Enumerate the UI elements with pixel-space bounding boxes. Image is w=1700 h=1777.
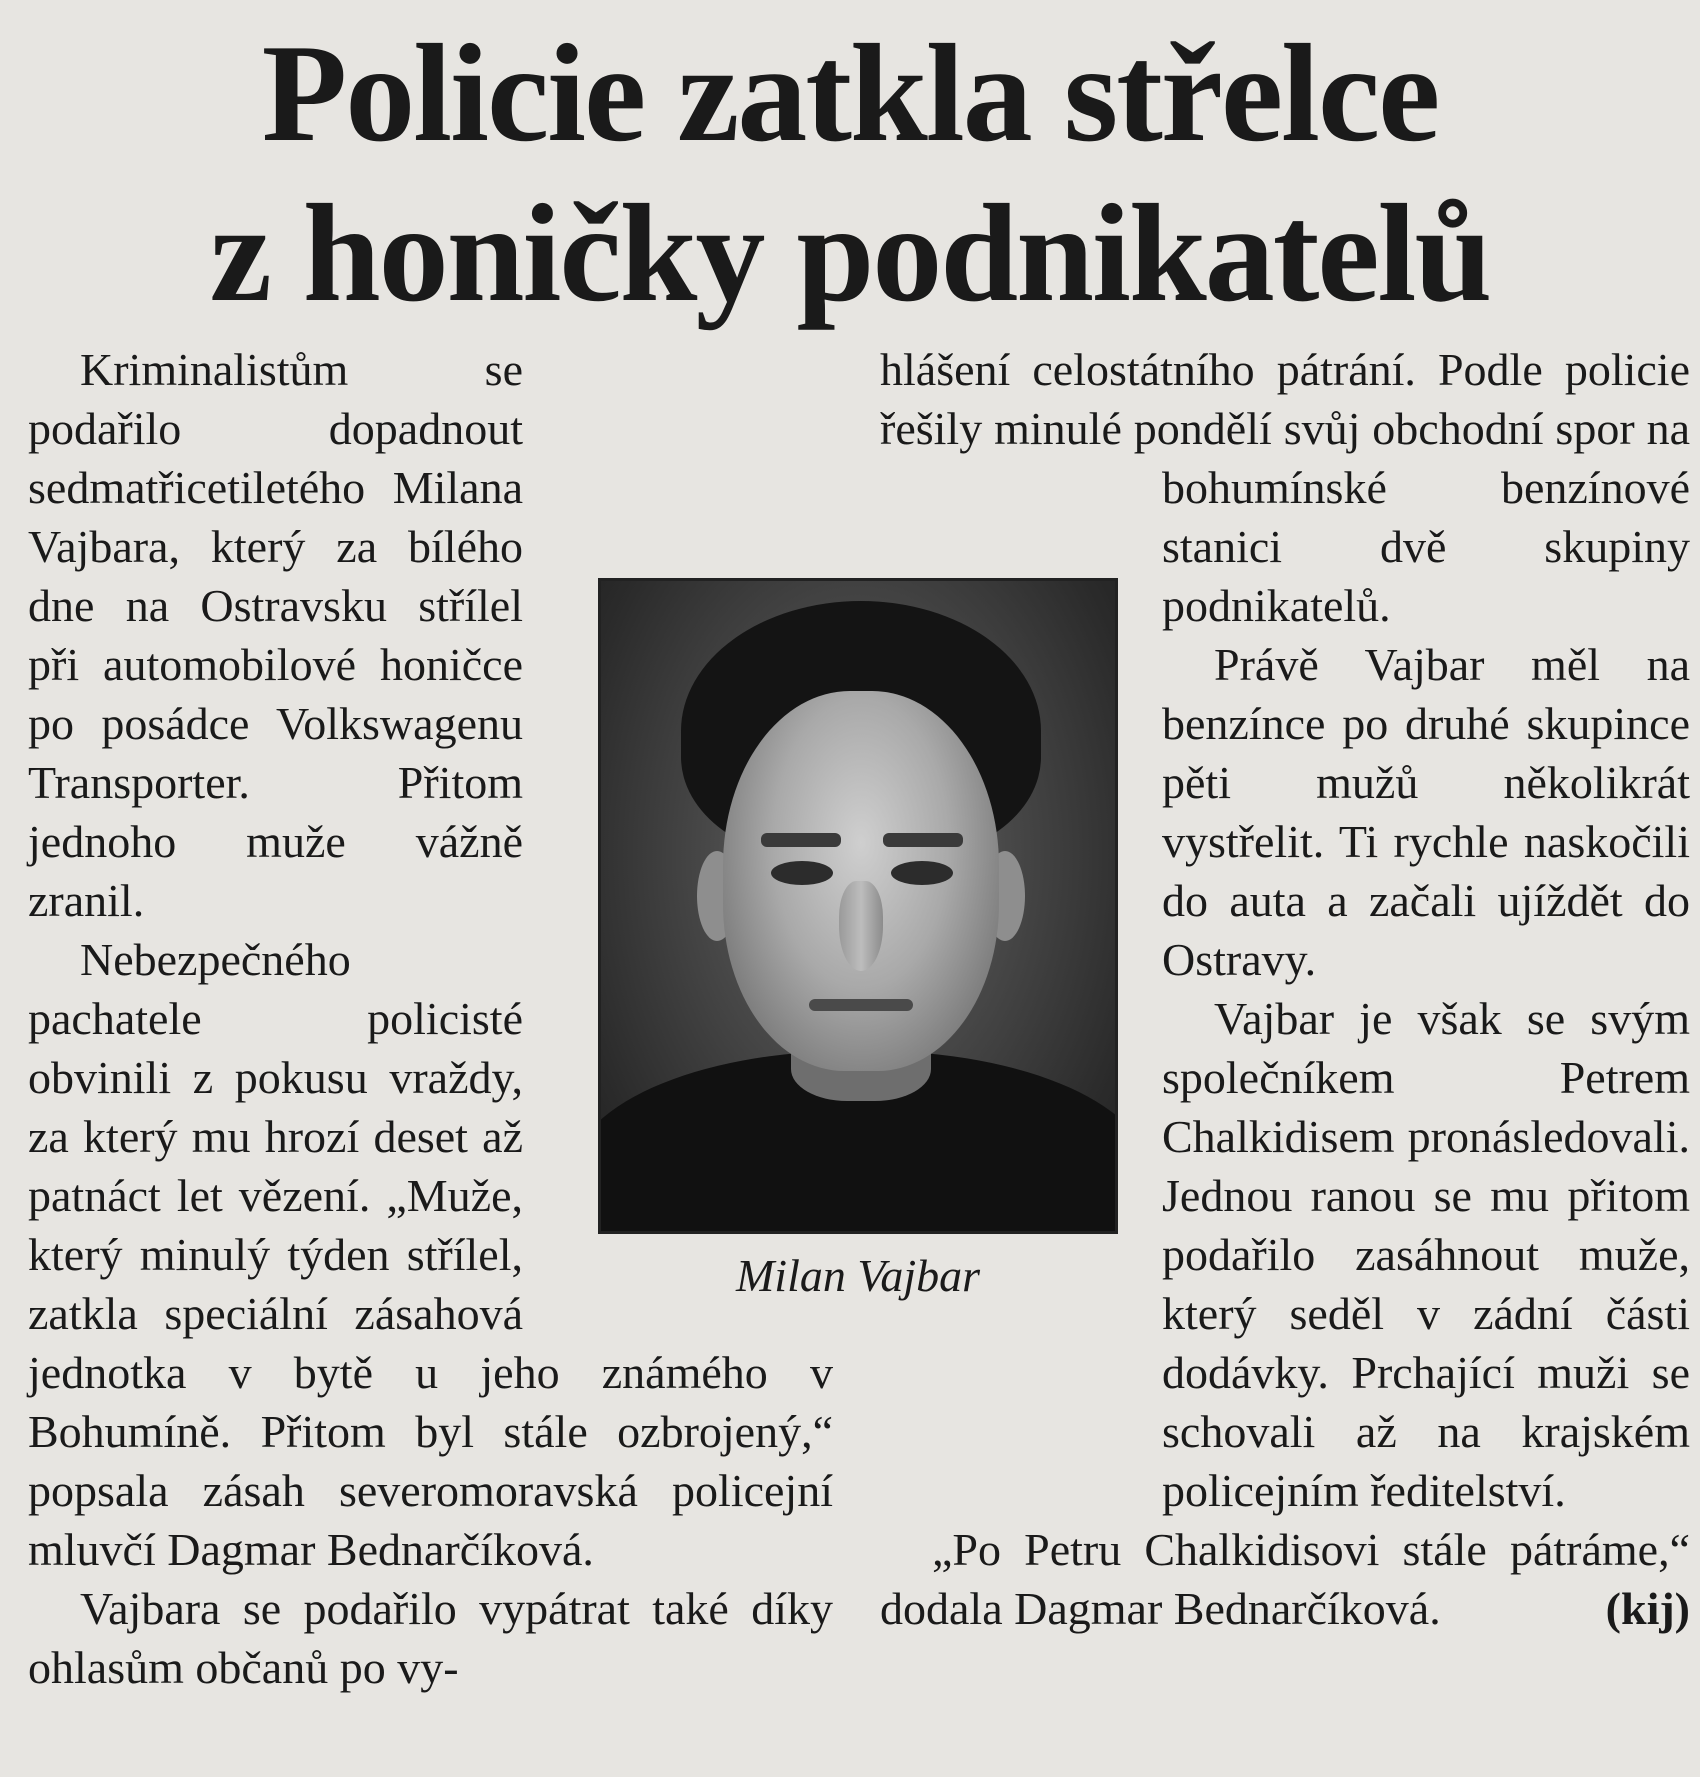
author-signature: (kij) bbox=[1605, 1583, 1690, 1634]
portrait-photo bbox=[598, 578, 1118, 1234]
headline-line-1: Policie zatkla střelce bbox=[261, 16, 1439, 171]
left-paragraph-2: Nebezpečného pachatele policisté obvinili z pokusu vraždy, za který mu hrozí deset až patnáct let vězení. „Muže, který minulý týden střílel, zatkla speciální zásahová jednotka v bytě u jeho známého v Bohumíně. Přitom byl stále ozbrojený,“ popsala zásah severomoravská policejní mluvčí Dagmar Bednarčíková. bbox=[28, 934, 833, 1575]
left-paragraph-1: Kriminalistům se podařilo dopadnout sedmatřicetiletého Milana Vajbara, který za bílého dne na Ostravsku střílel při automobilové honičce po posádce Volkswagenu Transporter. Přitom jednoho muže vážně zranil. bbox=[28, 344, 523, 926]
right-paragraph-3: Vajbar je však se svým společníkem Petrem Chalkidisem pronásledovali. Jednou ranou se mu přitom podařilo zasáhnout muže, který seděl v zádní části dodávky. Prchající muži se schovali až na krajském policejním ředitelství. bbox=[1162, 993, 1690, 1516]
photo-caption: Milan Vajbar bbox=[735, 1250, 981, 1301]
right-paragraph-2: Právě Vajbar měl na benzínce po druhé skupince pěti mužů několikrát vystřelit. Ti rychle naskočili do auta a začali ujíždět do Ostravy. bbox=[1162, 639, 1690, 985]
right-paragraph-1: hlášení celostátního pátrání. Podle policie řešily minulé pondělí svůj obchodní spor na bohumínské benzínové stanici dvě skupiny podnikatelů. bbox=[880, 344, 1690, 631]
right-paragraph-4-text: „Po Petru Chalkidisovi stále pátráme,“ dodala Dagmar Bednarčíková. bbox=[880, 1524, 1690, 1634]
headline bbox=[0, 14, 1700, 334]
right-paragraph-4 bbox=[880, 1520, 1690, 1638]
headline-line-2: z honičky podnikatelů bbox=[209, 176, 1491, 331]
left-paragraph-3: Vajbara se podařilo vypátrat také díky ohlasům občanů po vy- bbox=[28, 1583, 833, 1693]
